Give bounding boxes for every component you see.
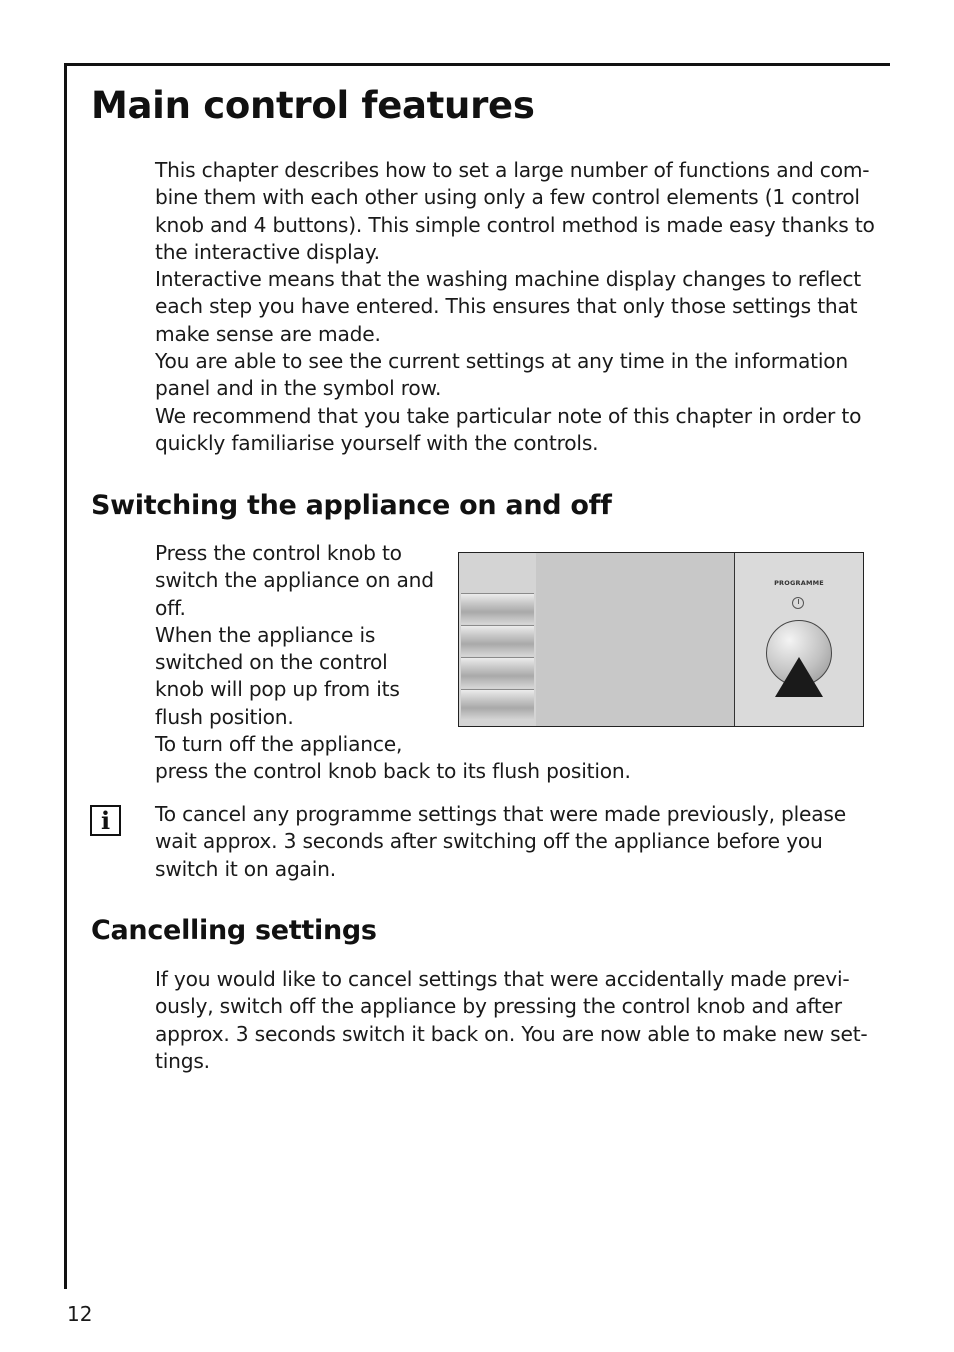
intro-paragraph-4: We recommend that you take particular note of this chapter in order to quickly familiarise yourself with the controls. <box>155 403 862 455</box>
page-title: Main control features <box>91 84 535 127</box>
panel-button <box>461 593 534 624</box>
power-icon <box>792 597 804 609</box>
button-column <box>459 553 538 726</box>
panel-button <box>461 625 534 656</box>
frame-top-rule <box>64 63 890 66</box>
arrow-up-icon <box>773 655 825 699</box>
knob-area <box>735 553 863 726</box>
programme-label: PROGRAMME <box>774 579 824 587</box>
cancelling-text: If you would like to cancel settings that were accidentally made previ- ously, switch off the appliance by pressing the control knob and after approx. 3 seconds switch it back on. You are now able to make new set- tings. <box>155 967 868 1073</box>
frame-left-rule <box>64 63 67 1289</box>
display-area <box>536 553 735 726</box>
intro-paragraph-2: Interactive means that the washing machine display changes to reflect each step you have entered. This ensures that only those settings that make sense are made. <box>155 267 861 346</box>
page-number: 12 <box>67 1302 93 1326</box>
intro-paragraph-3: You are able to see the current settings at any time in the information panel and in the symbol row. <box>155 349 849 401</box>
switching-note: To cancel any programme settings that were made previously, please wait approx. 3 seconds after switching off the appliance before you switch it on again. <box>155 802 846 881</box>
intro-paragraph-1: This chapter describes how to set a large number of functions and com- bine them with each other using only a few control elements (1 control knob and 4 buttons). This simple control method is made easy thanks to the interactive display. <box>155 158 875 264</box>
panel-button <box>461 657 534 688</box>
info-icon: i <box>90 805 121 836</box>
panel-button <box>461 689 534 720</box>
switching-text: Press the control knob to switch the appliance on and off. When the appliance is switched on the control knob will pop up from its flush position. To turn off the appliance, press the control knob back to its flush position. <box>155 541 631 784</box>
intro-text <box>155 157 875 457</box>
switching-heading: Switching the appliance on and off <box>91 490 612 521</box>
cancelling-heading: Cancelling settings <box>91 915 377 946</box>
control-panel-illustration <box>458 552 864 727</box>
